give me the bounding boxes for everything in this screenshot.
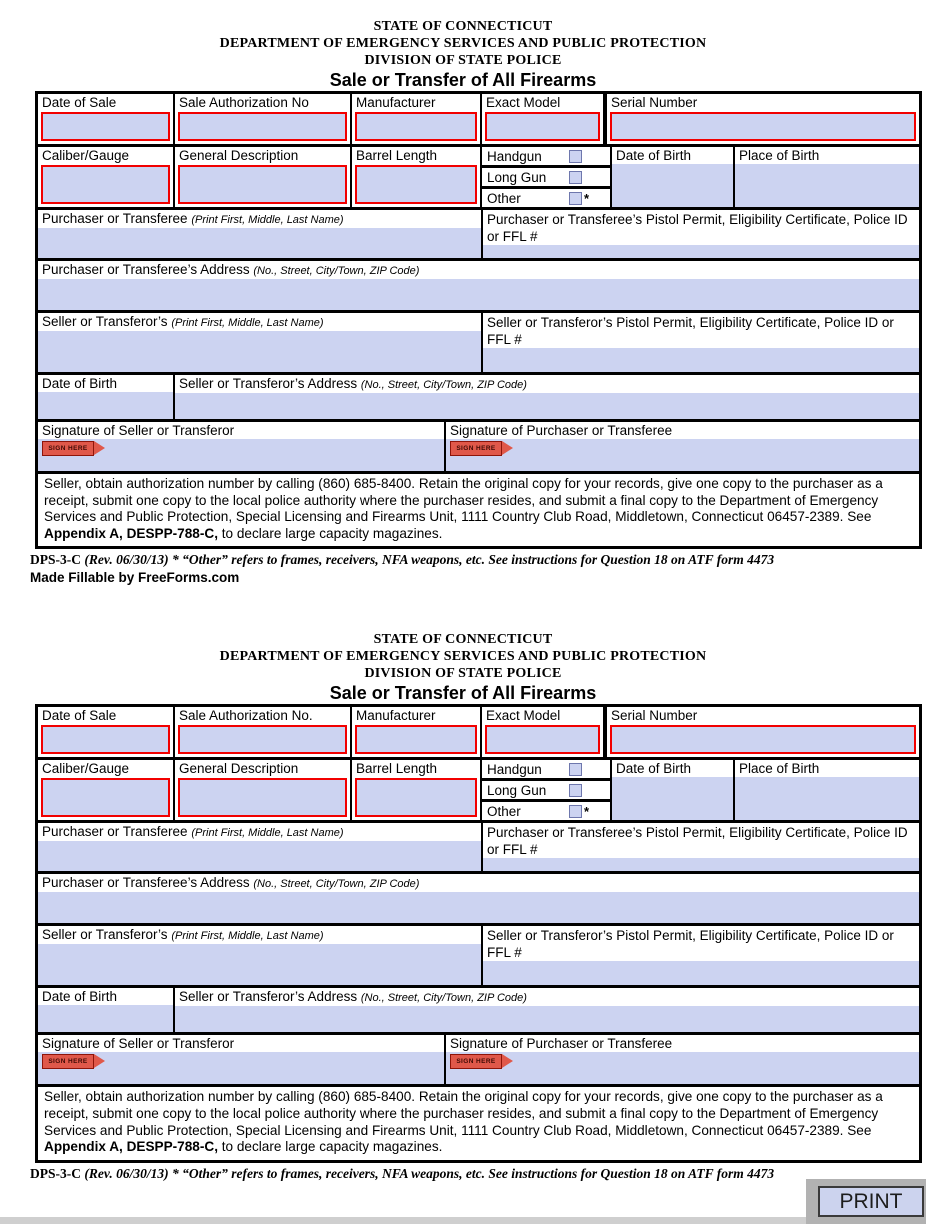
seller-permit-label: Seller or Transferor’s Pistol Permit, Eligibility Certificate, Police ID or FFL # [487, 928, 894, 961]
header-line-2: DEPARTMENT OF EMERGENCY SERVICES AND PUBLIC PROTECTION [219, 36, 707, 51]
serial-number-label: Serial Number [611, 95, 698, 110]
cell-purchaser-dob [610, 147, 733, 207]
seller-address-hint: (No., Street, City/Town, ZIP Code) [360, 992, 527, 1005]
sale-auth-field[interactable] [178, 112, 347, 141]
handgun-label: Handgun [487, 761, 542, 777]
seller-signature-field[interactable] [38, 439, 444, 471]
manufacturer-label: Manufacturer [356, 708, 436, 724]
long-gun-label: Long Gun [487, 782, 547, 798]
seller-address-label: Seller or Transferor’s Address [179, 376, 358, 391]
handgun-option [482, 147, 610, 165]
other-checkbox[interactable] [569, 192, 582, 205]
header-line-1: STATE OF CONNECTICUT [373, 19, 553, 34]
form-note: (Rev. 06/30/13) * “Other” refers to frames, receivers, NFA weapons, etc. See instructions for Question 18 on ATF form 4473 [81, 552, 775, 568]
purchaser-address-label: Purchaser or Transferee’s Address [42, 262, 250, 277]
form-code-line [30, 1166, 926, 1182]
form-title: Sale or Transfer of All Firearms [329, 683, 597, 704]
form-code: DPS-3-C [30, 552, 81, 568]
cell-seller-name [38, 313, 481, 372]
seller-dob-field[interactable] [38, 392, 173, 419]
cell-purchaser-name [38, 210, 481, 258]
date-of-sale-label: Date of Sale [42, 708, 117, 724]
seller-permit-field[interactable] [483, 348, 919, 372]
row-firearm-details [38, 144, 919, 207]
cell-manufacturer [350, 707, 480, 757]
row-firearm-ids [38, 707, 919, 757]
other-option [482, 186, 610, 207]
form-table [35, 91, 922, 549]
row-firearm-details [38, 757, 919, 820]
serial-number-field[interactable] [610, 112, 916, 141]
form-code: DPS-3-C [30, 1165, 81, 1181]
seller-name-hint: (Print First, Middle, Last Name) [171, 930, 324, 943]
cell-serial-number [603, 94, 919, 144]
purchaser-name-field[interactable] [38, 228, 481, 258]
form-header [0, 18, 926, 90]
cell-seller-permit [481, 313, 919, 372]
purchaser-address-field[interactable] [38, 279, 919, 310]
purchaser-address-hint: (No., Street, City/Town, ZIP Code) [253, 265, 420, 277]
other-checkbox[interactable] [569, 805, 582, 818]
seller-address-field[interactable] [175, 1006, 919, 1032]
exact-model-label: Exact Model [486, 95, 561, 110]
row-purchaser-address [38, 258, 919, 310]
seller-name-field[interactable] [38, 944, 481, 985]
cell-barrel-length [350, 147, 480, 207]
general-description-label: General Description [179, 148, 299, 163]
general-description-field[interactable] [178, 165, 347, 204]
purchaser-name-hint: (Print First, Middle, Last Name) [191, 827, 344, 840]
handgun-checkbox[interactable] [569, 763, 582, 776]
seller-dob-label: Date of Birth [42, 376, 118, 391]
seller-permit-field[interactable] [483, 961, 919, 985]
caliber-field[interactable] [41, 165, 170, 204]
made-fillable-credit: Made Fillable by FreeForms.com [30, 570, 240, 586]
general-description-field[interactable] [178, 778, 347, 817]
row-purchaser [38, 207, 919, 258]
form-copy-1 [0, 18, 926, 585]
cell-purchaser-address [38, 261, 919, 310]
cell-exact-model [480, 707, 603, 757]
other-label: Other [487, 190, 521, 206]
sale-auth-label: Sale Authorization No. [179, 708, 313, 724]
cell-seller-dob [38, 375, 173, 419]
manufacturer-label: Manufacturer [356, 95, 436, 110]
exact-model-label: Exact Model [486, 708, 561, 724]
cell-general-description [173, 760, 350, 820]
long-gun-checkbox[interactable] [569, 784, 582, 797]
cell-place-of-birth [733, 147, 919, 207]
row-signatures [38, 419, 919, 471]
row-seller-dob-address [38, 985, 919, 1032]
cell-purchaser-name [38, 823, 481, 871]
header-line-2: DEPARTMENT OF EMERGENCY SERVICES AND PUBLIC PROTECTION [219, 649, 707, 665]
barrel-length-label: Barrel Length [356, 148, 438, 163]
row-seller [38, 310, 919, 372]
cell-seller-permit [481, 926, 919, 985]
long-gun-label: Long Gun [487, 169, 547, 185]
place-of-birth-label: Place of Birth [739, 761, 820, 777]
purchaser-signature-label: Signature of Purchaser or Transferee [450, 423, 673, 438]
purchaser-signature-field[interactable] [446, 1052, 919, 1084]
purchaser-address-field[interactable] [38, 892, 919, 923]
seller-dob-field[interactable] [38, 1005, 173, 1032]
manufacturer-field[interactable] [355, 725, 477, 754]
purchaser-name-field[interactable] [38, 841, 481, 871]
sign-here-arrow-icon[interactable]: SIGN HERE [450, 441, 502, 456]
handgun-option [482, 760, 610, 778]
other-asterisk: * [584, 803, 590, 819]
other-asterisk: * [584, 190, 590, 206]
seller-signature-field[interactable] [38, 1052, 444, 1084]
seller-signature-label: Signature of Seller or Transferor [42, 1036, 235, 1052]
sign-here-arrow-icon[interactable]: SIGN HERE [42, 441, 94, 456]
cell-general-description [173, 147, 350, 207]
sale-auth-label: Sale Authorization No [179, 95, 309, 110]
seller-name-field[interactable] [38, 331, 481, 372]
seller-name-label: Seller or Transferor’s [42, 314, 168, 329]
cell-seller-address [173, 988, 919, 1032]
header-line-3: DIVISION OF STATE POLICE [364, 53, 562, 68]
date-of-sale-field[interactable] [41, 725, 170, 754]
cell-seller-signature [38, 422, 444, 471]
cell-purchaser-permit [481, 210, 919, 258]
purchaser-dob-label: Date of Birth [616, 148, 692, 163]
form-note: (Rev. 06/30/13) * “Other” refers to frames, receivers, NFA weapons, etc. See instructions for Question 18 on ATF form 4473 [81, 1165, 775, 1181]
cell-place-of-birth [733, 760, 919, 820]
header-line-3: DIVISION OF STATE POLICE [364, 666, 562, 682]
cell-barrel-length [350, 760, 480, 820]
cell-firearm-type [480, 760, 610, 820]
seller-address-label: Seller or Transferor’s Address [179, 989, 358, 1005]
sale-auth-field[interactable] [178, 725, 347, 754]
date-of-sale-field[interactable] [41, 112, 170, 141]
cell-seller-dob [38, 988, 173, 1032]
sign-here-arrow-icon[interactable]: SIGN HERE [42, 1054, 94, 1069]
place-of-birth-label: Place of Birth [739, 148, 820, 163]
cell-caliber [38, 147, 173, 207]
purchaser-permit-field[interactable] [483, 858, 919, 871]
seller-name-label: Seller or Transferor’s [42, 927, 168, 943]
long-gun-checkbox[interactable] [569, 171, 582, 184]
purchaser-dob-label: Date of Birth [616, 761, 692, 777]
form-title: Sale or Transfer of All Firearms [329, 70, 597, 90]
purchaser-dob-field[interactable] [612, 777, 733, 820]
purchaser-address-hint: (No., Street, City/Town, ZIP Code) [253, 878, 420, 891]
place-of-birth-field[interactable] [735, 164, 919, 207]
page-bottom-edge [0, 1217, 926, 1224]
cell-sale-auth [173, 707, 350, 757]
long-gun-option [482, 778, 610, 799]
row-purchaser-address [38, 871, 919, 923]
row-seller-dob-address [38, 372, 919, 419]
cell-firearm-type [480, 147, 610, 207]
handgun-label: Handgun [487, 148, 542, 164]
cell-seller-signature [38, 1035, 444, 1084]
serial-number-label: Serial Number [611, 708, 698, 724]
seller-name-hint: (Print First, Middle, Last Name) [171, 317, 324, 329]
row-firearm-ids [38, 94, 919, 144]
exact-model-field[interactable] [485, 725, 600, 754]
barrel-length-label: Barrel Length [356, 761, 438, 777]
seller-address-field[interactable] [175, 393, 919, 419]
caliber-label: Caliber/Gauge [42, 148, 130, 163]
purchaser-signature-label: Signature of Purchaser or Transferee [450, 1036, 673, 1052]
header-line-1: STATE OF CONNECTICUT [373, 632, 553, 648]
seller-permit-label: Seller or Transferor’s Pistol Permit, Eligibility Certificate, Police ID or FFL # [487, 315, 894, 347]
purchaser-signature-field[interactable] [446, 439, 919, 471]
manufacturer-field[interactable] [355, 112, 477, 141]
purchaser-permit-field[interactable] [483, 245, 919, 258]
serial-number-field[interactable] [610, 725, 916, 754]
sign-here-arrow-icon[interactable]: SIGN HERE [450, 1054, 502, 1069]
handgun-checkbox[interactable] [569, 150, 582, 163]
seller-address-hint: (No., Street, City/Town, ZIP Code) [360, 379, 527, 391]
cell-seller-address [173, 375, 919, 419]
purchaser-name-label: Purchaser or Transferee [42, 824, 188, 840]
cell-serial-number [603, 707, 919, 757]
purchaser-dob-field[interactable] [612, 164, 733, 207]
cell-purchaser-address [38, 874, 919, 923]
other-option [482, 799, 610, 820]
caliber-label: Caliber/Gauge [42, 761, 130, 777]
date-of-sale-label: Date of Sale [42, 95, 117, 110]
other-label: Other [487, 803, 521, 819]
row-instructions [38, 1084, 919, 1159]
purchaser-name-label: Purchaser or Transferee [42, 211, 188, 226]
cell-seller-name [38, 926, 481, 985]
long-gun-option [482, 165, 610, 186]
purchaser-address-label: Purchaser or Transferee’s Address [42, 875, 250, 891]
seller-signature-label: Signature of Seller or Transferor [42, 423, 235, 438]
seller-dob-label: Date of Birth [42, 989, 118, 1005]
cell-purchaser-signature [444, 422, 919, 471]
cell-purchaser-dob [610, 760, 733, 820]
row-instructions [38, 471, 919, 546]
cell-purchaser-permit [481, 823, 919, 871]
cell-sale-auth [173, 94, 350, 144]
instructions-text: Seller, obtain authorization number by calling (860) 685-8400. Retain the original copy for your records, give one copy to the purchaser as a receipt, submit one copy to the local police authority where the purchaser resides, and submit a final copy to the Department of Emergency Services and Public Protection, Special Licensing and Firearms Unit, 1111 Country Club Road, Middletown, Connecticut 06457-2389. See Appendix A, DESPP-788-C, to declare large capacity magazines. [38, 474, 919, 546]
cell-exact-model [480, 94, 603, 144]
exact-model-field[interactable] [485, 112, 600, 141]
print-button[interactable]: PRINT [818, 1186, 924, 1217]
purchaser-name-hint: (Print First, Middle, Last Name) [191, 214, 344, 226]
row-purchaser [38, 820, 919, 871]
cell-purchaser-signature [444, 1035, 919, 1084]
cell-caliber [38, 760, 173, 820]
general-description-label: General Description [179, 761, 299, 777]
form-table [35, 704, 922, 1162]
form-copy-2 [0, 631, 926, 1181]
caliber-field[interactable] [41, 778, 170, 817]
cell-date-of-sale [38, 94, 173, 144]
row-seller [38, 923, 919, 985]
form-header [0, 631, 926, 703]
barrel-length-field[interactable] [355, 165, 477, 204]
row-signatures [38, 1032, 919, 1084]
place-of-birth-field[interactable] [735, 777, 919, 820]
cell-date-of-sale [38, 707, 173, 757]
instructions-text: Seller, obtain authorization number by calling (860) 685-8400. Retain the original copy for your records, give one copy to the purchaser as a receipt, submit one copy to the local police authority where the purchaser resides, and submit a final copy to the Department of Emergency Services and Public Protection, Special Licensing and Firearms Unit, 1111 Country Club Road, Middletown, Connecticut 06457-2389. See Appendix A, DESPP-788-C, to declare large capacity magazines. [38, 1087, 919, 1159]
purchaser-permit-label: Purchaser or Transferee’s Pistol Permit, Eligibility Certificate, Police ID or FFL # [487, 825, 908, 858]
barrel-length-field[interactable] [355, 778, 477, 817]
form-code-line [30, 552, 926, 568]
cell-manufacturer [350, 94, 480, 144]
purchaser-permit-label: Purchaser or Transferee’s Pistol Permit, Eligibility Certificate, Police ID or FFL # [487, 212, 908, 244]
